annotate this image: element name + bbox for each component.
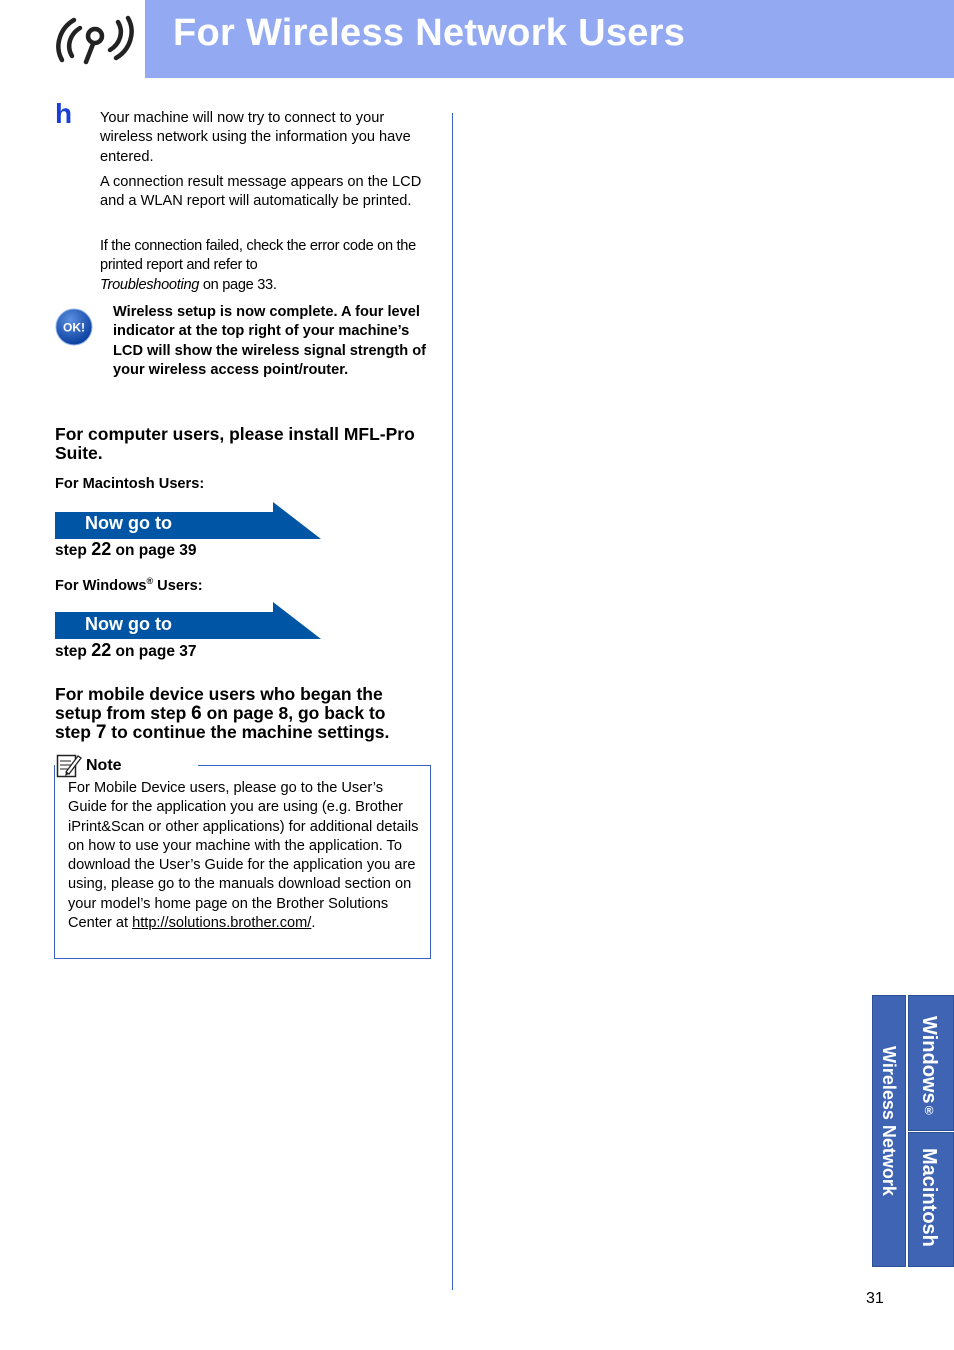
tab-label: Wireless Network — [879, 1046, 899, 1196]
column-divider — [452, 113, 453, 1290]
step-number: 6 — [191, 703, 202, 724]
mobile-heading-line3 — [55, 723, 455, 742]
note-body: For Mobile Device users, please go to the User’s Guide for the application you are using (e.g. Brother iPrint&Scan or other applications) for additional details on how to use your machine with the application. To download the User’s Guide for the application you are using, please go to the manuals download section on your model’s home page on the Brother Solutions Center at — [68, 780, 419, 932]
mobile-heading-line1: For mobile device users who began the — [55, 684, 383, 704]
mobile-heading-line2 — [55, 704, 455, 723]
tab-windows[interactable] — [908, 995, 954, 1131]
users-word: Users: — [153, 577, 203, 594]
ok-badge-text: OK! — [63, 320, 85, 335]
tab-label — [917, 1016, 940, 1118]
troubleshoot-text: If the connection failed, check the error code on the printed report and refer to — [100, 238, 416, 274]
registered-mark: ® — [146, 576, 154, 586]
step-number: 22 — [91, 640, 112, 660]
page-number: 31 — [866, 1290, 884, 1307]
wireless-icon — [52, 10, 138, 68]
step-page: on page 39 — [115, 542, 197, 559]
ok-message: Wireless setup is now complete. A four level indicator at the top right of your machine’s LCD will show the wireless signal strength of your wireless access point/router. — [113, 304, 427, 378]
paragraph-troubleshooting — [100, 237, 430, 295]
step-number: 7 — [95, 722, 107, 743]
note-pencil-icon — [56, 752, 82, 778]
troubleshooting-ref: Troubleshooting — [100, 276, 200, 293]
windows-users-label — [55, 576, 203, 594]
page-title: For Wireless Network Users — [173, 12, 686, 54]
paragraph-connect: Your machine will now try to connect to your wireless network using the information you have entered. — [100, 110, 411, 165]
ok-icon — [55, 308, 93, 346]
step-letter: h — [55, 98, 73, 129]
step-page: on page 37 — [115, 643, 197, 660]
step-word: step — [55, 542, 87, 559]
solutions-center-link[interactable]: http://solutions.brother.com/ — [132, 915, 312, 932]
mac-users-label: For Macintosh Users: — [55, 476, 205, 492]
paragraph-result: A connection result message appears on the LCD and a WLAN report will automatically be printed. — [100, 174, 422, 210]
mac-step-link[interactable] — [55, 539, 197, 560]
now-go-to-label-windows: Now go to — [85, 614, 172, 634]
windows-step-link[interactable] — [55, 640, 197, 661]
step-number: 22 — [91, 539, 112, 559]
heading-text: on page 8, go back to — [201, 703, 386, 723]
tab-label: Macintosh — [918, 1148, 940, 1247]
troubleshoot-page: on page 33. — [199, 276, 277, 293]
now-go-to-label-mac: Now go to — [85, 513, 172, 533]
mobile-users-heading — [55, 685, 455, 742]
note-text — [68, 779, 420, 933]
note-label: Note — [86, 757, 122, 774]
heading-text: setup from step — [55, 703, 192, 723]
windows-word: For Windows — [55, 577, 147, 594]
heading-text: to continue the machine settings. — [106, 722, 390, 742]
registered-mark: ® — [922, 1103, 936, 1118]
tab-label-text: Windows — [918, 1016, 940, 1104]
heading-text: step — [55, 722, 96, 742]
note-period: . — [311, 915, 316, 932]
note-divider — [198, 765, 430, 766]
step-word: step — [55, 643, 87, 660]
computer-users-heading: For computer users, please install MFL-Pro Suite. — [55, 424, 415, 463]
tab-wireless-network[interactable] — [872, 995, 906, 1267]
tab-macintosh[interactable] — [908, 1132, 954, 1267]
